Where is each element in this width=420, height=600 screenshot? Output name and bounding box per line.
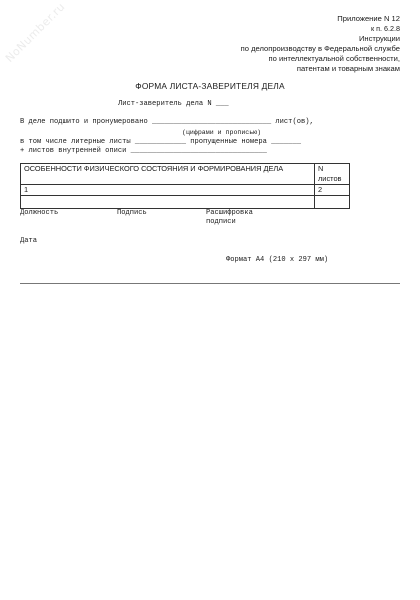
date-label: Дата [20, 237, 38, 245]
letter-sheets-line: в том числе литерные листы ____________ пропущенные номера _______ [20, 138, 301, 146]
appendix-number: Приложение N 12 [337, 14, 400, 23]
watermark: NoNumber.ru [2, 0, 68, 65]
sheet-number-line: Лист-заверитель дела N ___ [118, 100, 229, 108]
inventory-sheets-line: + листов внутренней описи ________________________________ [20, 147, 267, 155]
condition-table [20, 163, 350, 209]
decode-label-2: подписи [206, 218, 236, 226]
appendix-clause: к п. 6.2.8 [370, 24, 400, 33]
table-cell-empty [21, 196, 315, 209]
numbered-sheets-hint: (цифрами и прописью) [182, 129, 262, 136]
appendix-header [241, 14, 400, 74]
appendix-line-1: по делопроизводству в Федеральной службе [240, 44, 400, 53]
table-cell-empty [315, 196, 350, 209]
form-title: ФОРМА ЛИСТА-ЗАВЕРИТЕЛЯ ДЕЛА [135, 81, 285, 91]
table-header-row [21, 164, 350, 185]
signature-label: Подпись [117, 209, 147, 217]
format-note: Формат А4 (210 x 297 мм) [226, 256, 329, 264]
position-label: Должность [20, 209, 59, 217]
decode-label-1: Расшифровка [206, 209, 253, 217]
table-header-sheets: N листов [315, 164, 350, 185]
table-row [21, 196, 350, 209]
table-header-condition: ОСОБЕННОСТИ ФИЗИЧЕСКОГО СОСТОЯНИЯ И ФОРМИРОВАНИЯ ДЕЛА [21, 164, 315, 185]
table-cell-sheets: 2 [315, 185, 350, 196]
numbered-sheets-line: В деле подшито и пронумеровано ____________________________ лист(ов), [20, 118, 314, 126]
table-row [21, 185, 350, 196]
appendix-doc: Инструкции [358, 34, 400, 43]
table-cell-condition: 1 [21, 185, 315, 196]
appendix-line-2: по интеллектуальной собственности, [268, 54, 400, 63]
bottom-divider [20, 283, 400, 284]
appendix-line-3: патентам и товарным знакам [296, 64, 400, 73]
